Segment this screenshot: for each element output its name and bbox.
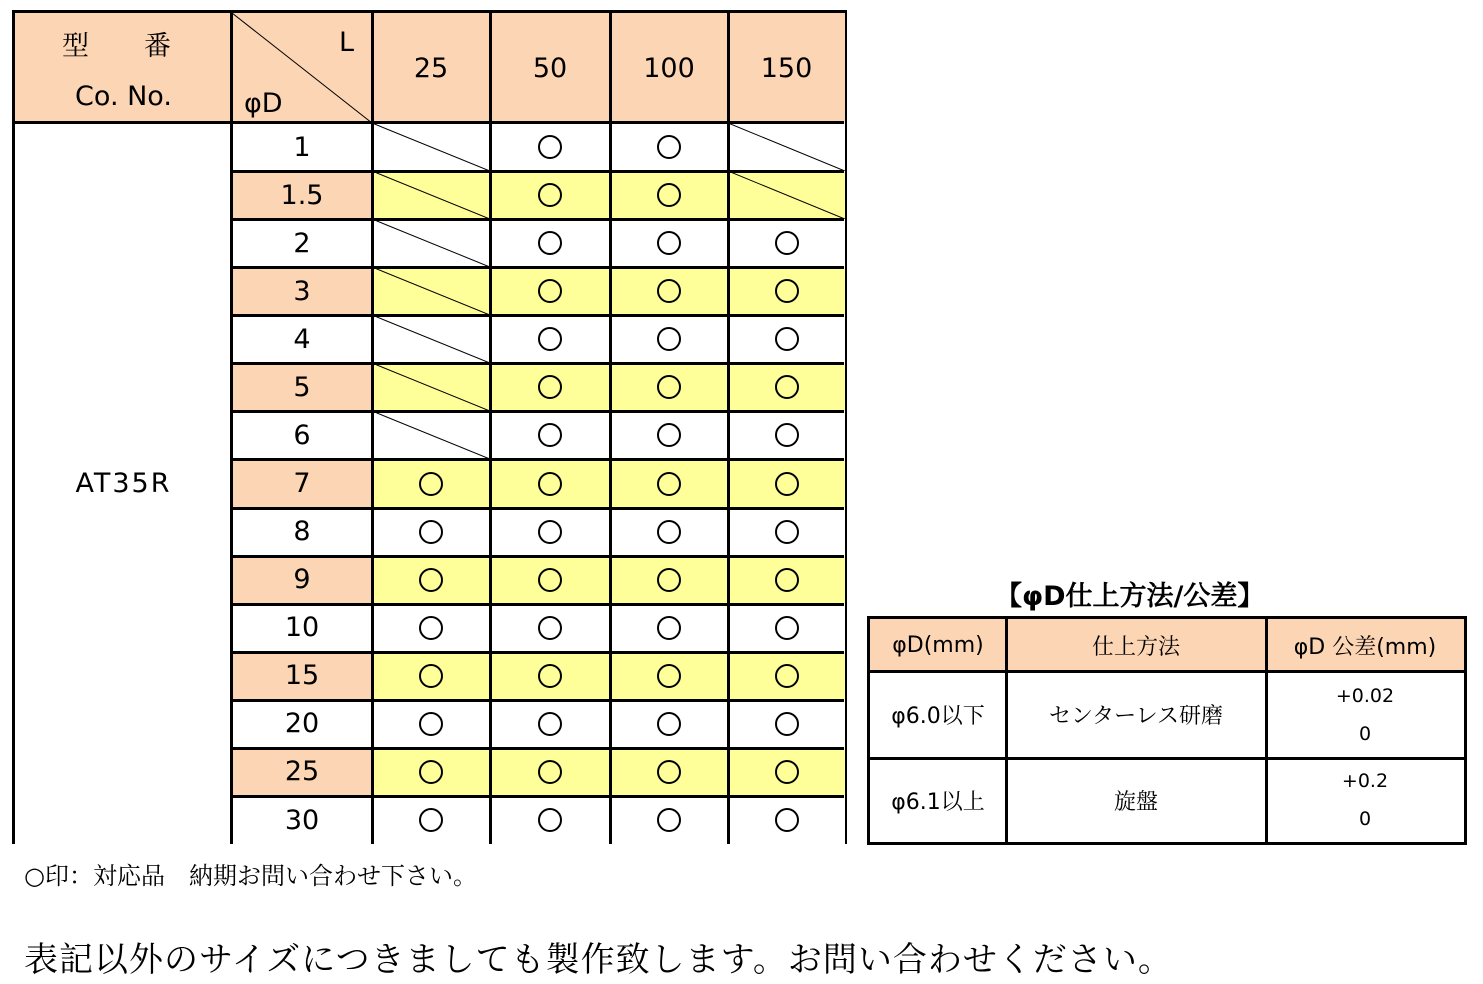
unavailable-cell — [372, 219, 490, 267]
available-cell — [728, 796, 845, 844]
diameter-value: 2 — [293, 227, 311, 259]
diameter-value: 3 — [293, 275, 311, 307]
available-cell — [490, 508, 610, 556]
diameter-cell — [232, 411, 372, 459]
available-circle-icon — [538, 808, 562, 832]
available-cell — [728, 700, 845, 748]
diameter-cell — [232, 315, 372, 363]
grid-line — [232, 795, 844, 798]
model-label: 型 番 — [62, 31, 185, 62]
unavailable-cell — [372, 267, 490, 315]
available-cell — [490, 652, 610, 700]
available-circle-icon — [657, 712, 681, 736]
available-circle-icon — [419, 664, 443, 688]
diameter-cell — [232, 508, 372, 556]
available-cell — [372, 508, 490, 556]
divider — [870, 757, 1464, 760]
finish-tolerance-table — [867, 616, 1467, 845]
finish-table-title: 【φD仕上方法/公差】 — [995, 581, 1265, 612]
model-name-cell — [15, 123, 232, 844]
unavailable-cell — [728, 123, 845, 171]
available-circle-icon — [775, 423, 799, 447]
available-circle-icon — [657, 760, 681, 784]
available-circle-icon — [775, 616, 799, 640]
available-cell — [610, 219, 728, 267]
grid-line — [232, 555, 844, 558]
diameter-value: 20 — [284, 708, 320, 740]
available-cell — [610, 556, 728, 604]
diameter-value: 30 — [284, 804, 320, 836]
available-cell — [490, 556, 610, 604]
finish-header-diameter: φD(mm) — [870, 619, 1006, 671]
grid-line — [232, 603, 844, 606]
divider — [870, 670, 1464, 673]
not-available-slash-icon — [372, 363, 490, 411]
grid-line — [232, 699, 844, 702]
available-cell — [610, 171, 728, 219]
available-cell — [372, 796, 490, 844]
finish-row-range: φ6.0以下 — [891, 704, 985, 729]
grid-line — [232, 651, 844, 654]
finish-header-method: 仕上方法 — [1006, 619, 1266, 671]
diameter-value: 10 — [284, 612, 320, 644]
length-header-100 — [610, 13, 728, 123]
available-cell — [610, 411, 728, 459]
grid-line — [232, 747, 844, 750]
header-model-cell — [15, 13, 232, 123]
available-circle-icon — [657, 327, 681, 351]
tolerance-lower: 0 — [1358, 808, 1372, 830]
available-cell — [728, 604, 845, 652]
available-cell — [490, 123, 610, 171]
finish-row-tolerance — [1266, 758, 1464, 842]
finish-row-range: φ6.1以上 — [891, 789, 985, 815]
available-cell — [610, 508, 728, 556]
available-cell — [372, 748, 490, 796]
grid-line — [489, 13, 492, 844]
available-cell — [372, 604, 490, 652]
available-circle-icon — [657, 279, 681, 303]
available-circle-icon — [538, 327, 562, 351]
unavailable-cell — [728, 171, 845, 219]
grid-line — [232, 507, 844, 510]
diameter-cell — [232, 171, 372, 219]
available-circle-icon — [657, 664, 681, 688]
diameter-cell — [232, 556, 372, 604]
finish-row-tolerance — [1266, 671, 1464, 758]
available-circle-icon — [419, 616, 443, 640]
not-available-slash-icon — [372, 315, 490, 363]
available-circle-icon — [538, 520, 562, 544]
available-circle-icon — [538, 375, 562, 399]
available-cell — [490, 411, 610, 459]
diameter-axis-label: φD — [244, 88, 283, 119]
available-cell — [728, 748, 845, 796]
available-cell — [728, 459, 845, 507]
available-circle-icon — [419, 760, 443, 784]
available-cell — [490, 604, 610, 652]
available-circle-icon — [657, 616, 681, 640]
custom-order-note: 表記以外のサイズにつきましても製作致します。お問い合わせください。 — [24, 940, 1173, 980]
available-cell — [610, 315, 728, 363]
diameter-value: 5 — [293, 371, 311, 403]
available-circle-icon — [419, 568, 443, 592]
diameter-cell — [232, 267, 372, 315]
diameter-cell — [232, 123, 372, 171]
diameter-value: 1 — [293, 131, 311, 163]
not-available-slash-icon — [728, 123, 845, 171]
available-cell — [610, 748, 728, 796]
length-header-50 — [490, 13, 610, 123]
available-circle-icon — [775, 231, 799, 255]
available-circle-icon — [538, 231, 562, 255]
diameter-cell — [232, 796, 372, 844]
grid-line — [609, 13, 612, 844]
available-circle-icon — [657, 568, 681, 592]
available-cell — [728, 363, 845, 411]
co-no-label: Co. No. — [75, 81, 172, 112]
diameter-value: 25 — [284, 756, 320, 788]
diameter-cell — [232, 652, 372, 700]
available-cell — [728, 508, 845, 556]
available-circle-icon — [657, 472, 681, 496]
available-cell — [372, 700, 490, 748]
finish-header-tolerance: φD 公差(mm) — [1266, 619, 1464, 671]
available-circle-icon — [657, 135, 681, 159]
diameter-value: 9 — [293, 564, 311, 596]
available-cell — [490, 796, 610, 844]
grid-line — [232, 170, 844, 173]
available-circle-icon — [419, 712, 443, 736]
not-available-slash-icon — [372, 171, 490, 219]
available-circle-icon — [419, 472, 443, 496]
available-circle-icon — [775, 664, 799, 688]
tolerance-lower: 0 — [1358, 722, 1372, 745]
length-header-label: 25 — [413, 52, 449, 84]
diameter-value: 1.5 — [280, 179, 324, 211]
diameter-cell — [232, 459, 372, 507]
available-circle-icon — [657, 808, 681, 832]
available-circle-icon — [657, 375, 681, 399]
availability-table — [12, 10, 847, 844]
divider — [1005, 619, 1008, 842]
unavailable-cell — [372, 315, 490, 363]
available-circle-icon — [775, 472, 799, 496]
unavailable-cell — [372, 123, 490, 171]
tolerance-upper: +0.02 — [1335, 684, 1395, 707]
diameter-cell — [232, 700, 372, 748]
available-circle-icon — [775, 808, 799, 832]
available-circle-icon — [657, 231, 681, 255]
available-circle-icon — [775, 375, 799, 399]
unavailable-cell — [372, 411, 490, 459]
length-header-label: 150 — [760, 52, 813, 84]
available-circle-icon — [538, 712, 562, 736]
length-header-label: 100 — [643, 52, 695, 84]
available-circle-icon — [538, 568, 562, 592]
available-cell — [372, 556, 490, 604]
length-header-label: 50 — [532, 52, 568, 84]
unavailable-cell — [372, 171, 490, 219]
available-cell — [728, 556, 845, 604]
available-circle-icon — [657, 183, 681, 207]
diameter-value: 6 — [293, 419, 311, 451]
grid-line — [727, 13, 730, 844]
diameter-cell — [232, 363, 372, 411]
not-available-slash-icon — [372, 267, 490, 315]
length-header-25 — [372, 13, 490, 123]
diameter-value: 4 — [293, 323, 311, 355]
available-circle-icon — [538, 760, 562, 784]
available-cell — [610, 652, 728, 700]
available-circle-icon — [775, 520, 799, 544]
available-circle-icon — [538, 423, 562, 447]
grid-line — [232, 218, 844, 221]
available-cell — [610, 363, 728, 411]
available-circle-icon — [775, 712, 799, 736]
model-name: AT35R — [75, 468, 172, 499]
diameter-value: 7 — [293, 468, 311, 500]
available-circle-icon — [538, 664, 562, 688]
header-diagonal-cell — [232, 13, 372, 123]
grid-line — [232, 410, 844, 413]
available-circle-icon — [657, 423, 681, 447]
available-circle-icon — [775, 279, 799, 303]
available-cell — [490, 748, 610, 796]
available-circle-icon — [775, 760, 799, 784]
available-cell — [490, 315, 610, 363]
grid-line — [232, 266, 844, 269]
not-available-slash-icon — [372, 219, 490, 267]
tolerance-upper: +0.2 — [1341, 770, 1389, 792]
available-cell — [490, 171, 610, 219]
available-cell — [490, 219, 610, 267]
grid-line — [232, 362, 844, 365]
available-cell — [728, 652, 845, 700]
available-circle-icon — [538, 279, 562, 303]
finish-row-method: 旋盤 — [1113, 789, 1158, 815]
finish-row-method: センターレス研磨 — [1048, 704, 1224, 729]
available-cell — [490, 267, 610, 315]
available-cell — [728, 315, 845, 363]
legend-note: ○印：対応品 納期お問い合わせ下さい。 — [24, 862, 477, 890]
available-circle-icon — [419, 808, 443, 832]
available-circle-icon — [775, 568, 799, 592]
available-circle-icon — [657, 520, 681, 544]
diameter-cell — [232, 604, 372, 652]
available-cell — [610, 267, 728, 315]
unavailable-cell — [372, 363, 490, 411]
available-cell — [728, 267, 845, 315]
not-available-slash-icon — [372, 123, 490, 171]
length-axis-label: L — [338, 27, 354, 58]
available-cell — [610, 459, 728, 507]
available-circle-icon — [419, 520, 443, 544]
available-cell — [610, 700, 728, 748]
available-cell — [610, 796, 728, 844]
divider — [1265, 619, 1268, 842]
available-circle-icon — [775, 327, 799, 351]
grid-line — [371, 13, 374, 844]
diameter-cell — [232, 219, 372, 267]
available-cell — [490, 363, 610, 411]
available-cell — [728, 411, 845, 459]
available-cell — [372, 459, 490, 507]
available-circle-icon — [538, 183, 562, 207]
available-circle-icon — [538, 135, 562, 159]
grid-line — [230, 13, 233, 844]
not-available-slash-icon — [372, 411, 490, 459]
available-circle-icon — [538, 616, 562, 640]
diameter-value: 15 — [284, 660, 320, 692]
length-header-150 — [728, 13, 845, 123]
available-cell — [490, 459, 610, 507]
diameter-cell — [232, 748, 372, 796]
grid-line — [15, 121, 844, 124]
available-cell — [490, 700, 610, 748]
grid-line — [232, 458, 844, 461]
available-cell — [610, 123, 728, 171]
available-cell — [372, 652, 490, 700]
not-available-slash-icon — [728, 171, 845, 219]
diameter-value: 8 — [293, 516, 311, 548]
available-cell — [610, 604, 728, 652]
grid-line — [232, 314, 844, 317]
available-circle-icon — [538, 472, 562, 496]
available-cell — [728, 219, 845, 267]
